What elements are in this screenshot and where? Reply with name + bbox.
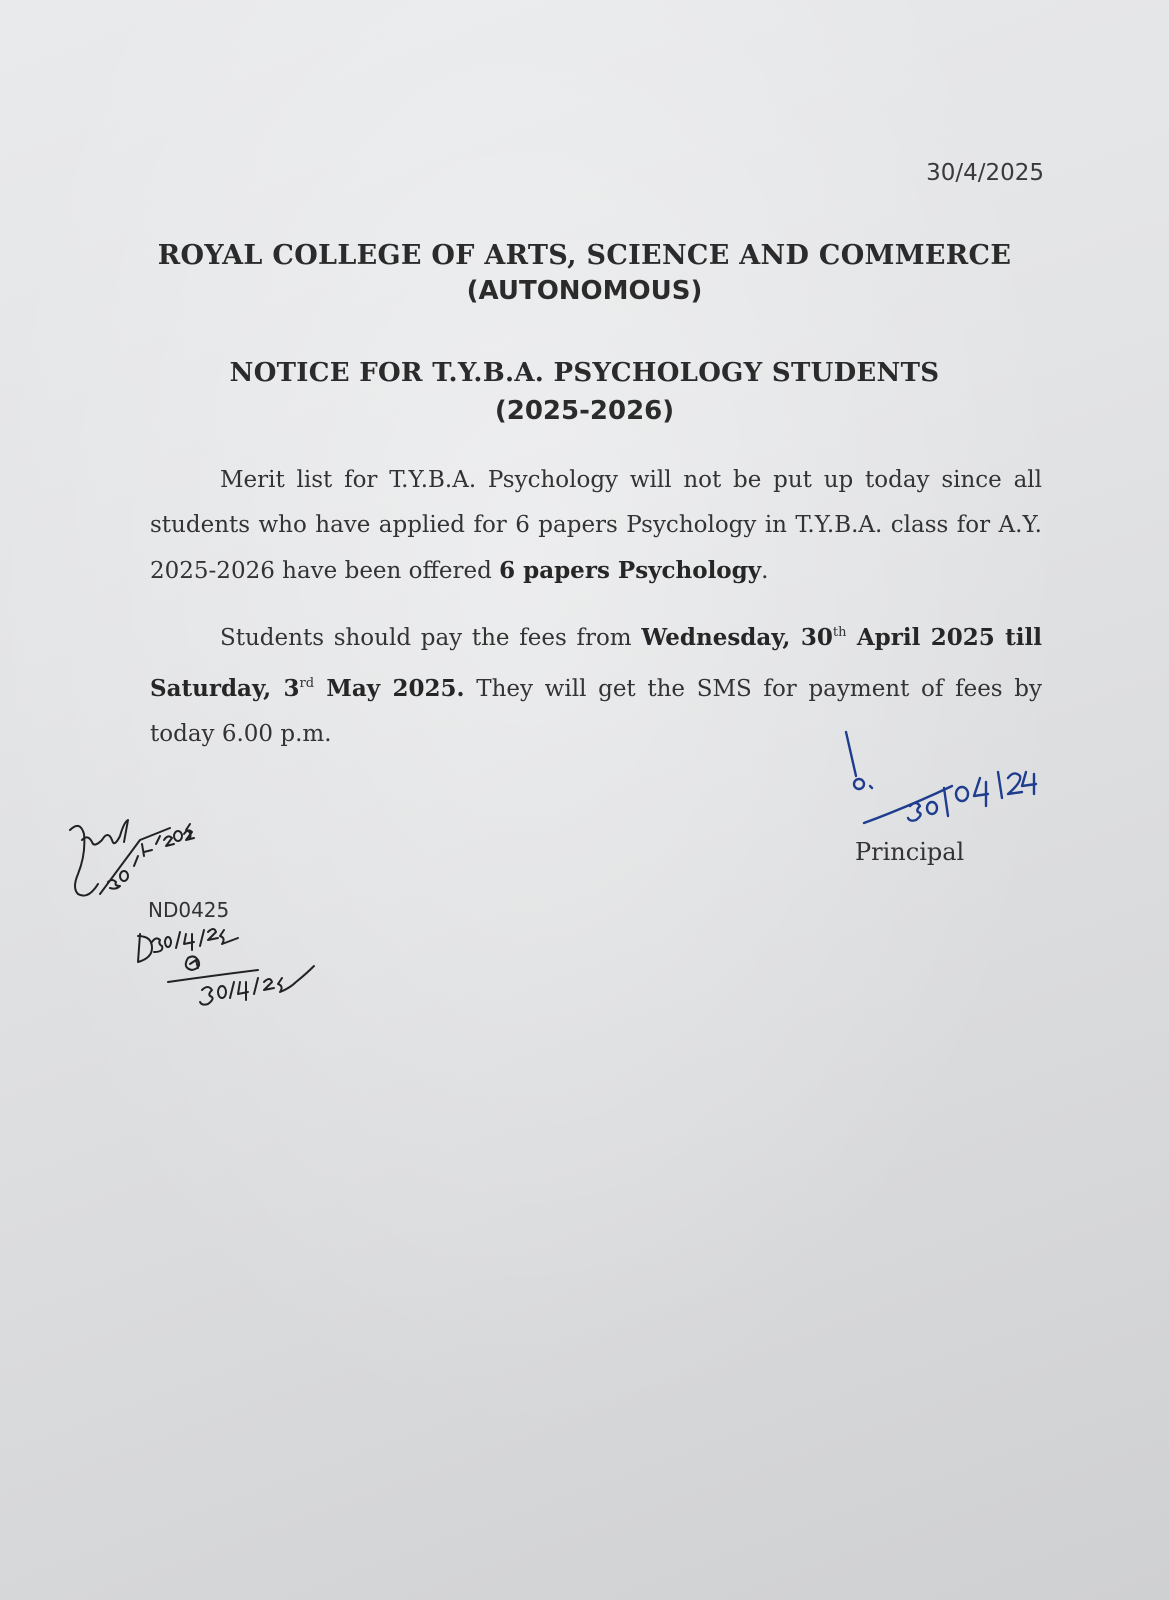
initials-signature-1 [60,810,200,905]
academic-year: (2025-2026) [494,396,675,426]
paragraph-merit-list [150,458,1042,594]
college-name: ROYAL COLLEGE OF ARTS, SCIENCE AND COMMERCE [157,240,1012,271]
principal-signature [840,728,1040,838]
p1-end: . [761,558,769,584]
p2-text: Students should pay the fees from [220,625,642,651]
p1-bold: 6 papers Psychology [499,557,762,584]
p2-end: They will get the SMS for payment of fees by today 6.00 p.m. [150,676,1042,747]
college-status: (AUTONOMOUS) [466,276,703,306]
p2-sup-2: rd [299,676,315,691]
p1-text: Merit list for T.Y.B.A. Psychology will not be put up today since all students who have applied for 6 papers Psychology in T.Y.B.A. class for A.Y. 2025-2026 have been offered [150,467,1042,584]
p2-sup-1: th [832,625,847,640]
notice-date: 30/4/2025 [926,160,1044,186]
notice-title: NOTICE FOR T.Y.B.A. PSYCHOLOGY STUDENTS [229,358,940,388]
initials-signature-2 [130,912,330,1012]
p2-bold-1: Wednesday, 30 [641,624,833,651]
principal-label: Principal [855,838,965,866]
reference-code: ND0425 [148,898,230,922]
p2-bold-2: April 2025 till Saturday, 3 [150,624,1042,702]
p2-bold-3: May 2025. [314,675,465,702]
